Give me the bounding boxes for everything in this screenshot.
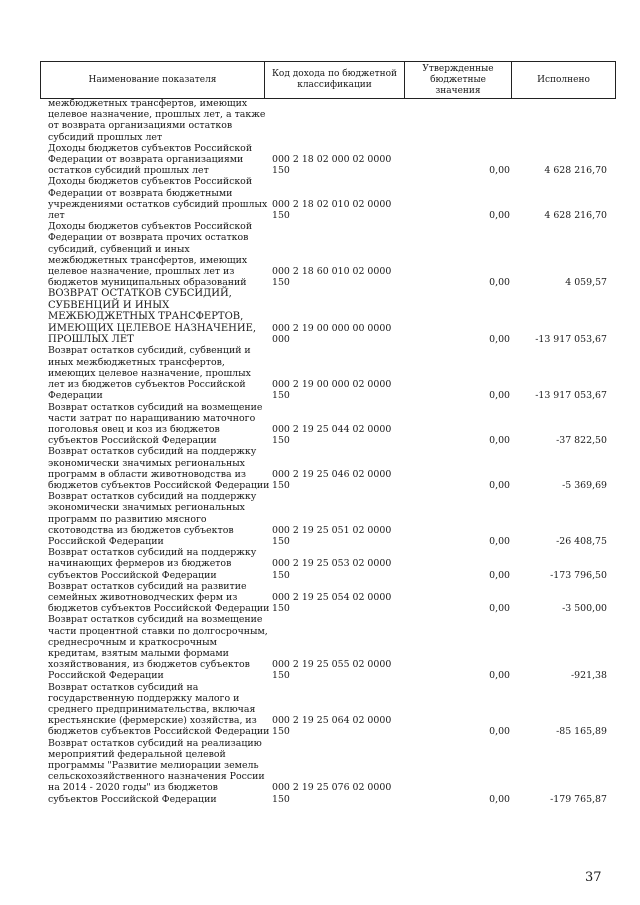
table-row <box>40 738 615 805</box>
row-name: Возврат остатков субсидий на возмещение части затрат по наращиванию маточного поголовья овец и коз из бюджетов субъектов Российской Федерации <box>48 401 263 447</box>
row-executed: -26 408,75 <box>556 535 607 547</box>
row-executed: -13 917 053,67 <box>535 390 607 402</box>
row-approved: 0,00 <box>489 726 510 738</box>
table-row <box>40 288 615 345</box>
row-name: Доходы бюджетов субъектов Российской Федерации от возврата прочих остатков субсидий, субвенций и иных межбюджетных трансфертов, имеющих целевое назначение, прошлых лет из бюджетов муниципальных образований <box>48 221 253 289</box>
table-row <box>40 176 615 221</box>
row-name: Возврат остатков субсидий на поддержку начинающих фермеров из бюджетов субъектов Российской Федерации <box>48 547 257 581</box>
row-executed: -3 500,00 <box>562 603 607 615</box>
row-name: ВОЗВРАТ ОСТАТКОВ СУБСИДИЙ, СУБВЕНЦИЙ И ИНЫХ МЕЖБЮДЖЕТНЫХ ТРАНСФЕРТОВ, ИМЕЮЩИХ ЦЕЛЕВОЕ НАЗНАЧЕНИЕ, ПРОШЛЫХ ЛЕТ <box>48 288 257 346</box>
row-code: 000 2 19 25 044 02 0000 150 <box>272 423 392 447</box>
table-row <box>40 491 615 547</box>
row-approved: 0,00 <box>489 569 510 581</box>
table-row <box>40 581 615 615</box>
table-row <box>40 143 615 177</box>
table-body <box>40 98 615 805</box>
row-executed: -5 369,69 <box>562 479 607 491</box>
row-approved: 0,00 <box>489 670 510 682</box>
table-row <box>40 221 615 288</box>
row-executed: -173 796,50 <box>550 569 607 581</box>
row-approved: 0,00 <box>489 277 510 289</box>
row-name: Возврат остатков субсидий на поддержку экономически значимых региональных программ в области животноводства из бюджетов субъектов Российской Федерации <box>48 446 270 491</box>
row-approved: 0,00 <box>489 435 510 447</box>
header-name: Наименование показателя <box>41 62 265 99</box>
row-code: 000 2 19 25 055 02 0000 150 <box>272 659 392 682</box>
table-row <box>40 614 615 681</box>
row-name: Доходы бюджетов субъектов Российской Федерации от возврата бюджетными учреждениями остатков субсидий прошлых лет <box>48 176 268 222</box>
row-executed: 4 059,57 <box>565 277 607 289</box>
row-executed: -37 822,50 <box>556 435 607 447</box>
row-approved: 0,00 <box>489 334 510 346</box>
row-approved: 0,00 <box>489 535 510 547</box>
table-row <box>40 98 615 143</box>
row-name: Возврат остатков субсидий на возмещение части процентной ставки по долгосрочным, среднесрочным и краткосрочным кредитам, взятым малыми формами хозяйствования, из бюджетов субъектов Российской Федерации <box>48 614 268 682</box>
row-name: Доходы бюджетов субъектов Российской Федерации от возврата организациями остатков субсидий прошлых лет <box>48 142 253 177</box>
table-header <box>40 61 616 99</box>
table-row <box>40 547 615 581</box>
row-name: Возврат остатков субсидий на поддержку экономически значимых региональных программ по развитию мясного скотоводства из бюджетов субъектов Российской Федерации <box>48 491 257 547</box>
row-approved: 0,00 <box>489 165 510 177</box>
row-code: 000 2 19 25 076 02 0000 150 <box>272 782 392 805</box>
row-name: Возврат остатков субсидий на государственную поддержку малого и среднего предпринимательства, включая крестьянские (фермерские) хозяйства, из бюджетов субъектов Российской Федерации <box>48 681 270 738</box>
row-name: Возврат остатков субсидий на развитие семейных животноводческих ферм из бюджетов субъектов Российской Федерации <box>48 580 270 615</box>
table-row <box>40 345 615 401</box>
row-code: 000 2 19 25 054 02 0000 150 <box>272 591 392 615</box>
row-code: 000 2 19 25 053 02 0000 150 <box>272 558 392 581</box>
table-row <box>40 402 615 447</box>
row-code: 000 2 19 25 051 02 0000 150 <box>272 524 392 547</box>
row-approved: 0,00 <box>489 793 510 805</box>
row-executed: 4 628 216,70 <box>544 165 607 177</box>
row-code: 000 2 18 02 000 02 0000 150 <box>272 154 392 177</box>
row-name: Возврат остатков субсидий, субвенций и иных межбюджетных трансфертов, имеющих целевое назначение, прошлых лет из бюджетов субъектов Российской Федерации <box>48 345 251 402</box>
header-executed: Исполнено <box>512 62 616 99</box>
row-code: 000 2 19 25 064 02 0000 150 <box>272 715 392 738</box>
row-code: 000 2 18 02 010 02 0000 150 <box>272 198 392 222</box>
row-approved: 0,00 <box>489 603 510 615</box>
row-executed: -85 165,89 <box>556 726 607 738</box>
page-number: 37 <box>585 870 602 885</box>
row-code: 000 2 19 00 000 02 0000 150 <box>272 379 392 402</box>
row-name: межбюджетных трансфертов, имеющих целевое назначение, прошлых лет, а также от возврата организациями остатков субсидий прошлых лет <box>48 98 266 143</box>
row-executed: -179 765,87 <box>550 793 607 805</box>
header-approved: Утвержденные бюджетные значения <box>405 62 512 99</box>
row-executed: -921,38 <box>571 670 607 682</box>
row-approved: 0,00 <box>489 210 510 222</box>
table-row <box>40 446 615 491</box>
row-executed: -13 917 053,67 <box>535 334 607 346</box>
row-approved: 0,00 <box>489 479 510 491</box>
row-name: Возврат остатков субсидий на реализацию мероприятий федеральной целевой программы "Развитие мелиорации земель сельскохозяйственного назначения России на 2014 - 2020 годы" из бюджетов субъектов Российской Федерации <box>48 737 265 805</box>
table-row <box>40 682 615 738</box>
header-code: Код дохода по бюджетной классификации <box>265 62 405 99</box>
row-approved: 0,00 <box>489 390 510 402</box>
row-code: 000 2 18 60 010 02 0000 150 <box>272 266 392 289</box>
row-code: 000 2 19 00 000 00 0000 000 <box>272 323 392 346</box>
row-code: 000 2 19 25 046 02 0000 150 <box>272 468 392 491</box>
row-executed: 4 628 216,70 <box>544 210 607 222</box>
